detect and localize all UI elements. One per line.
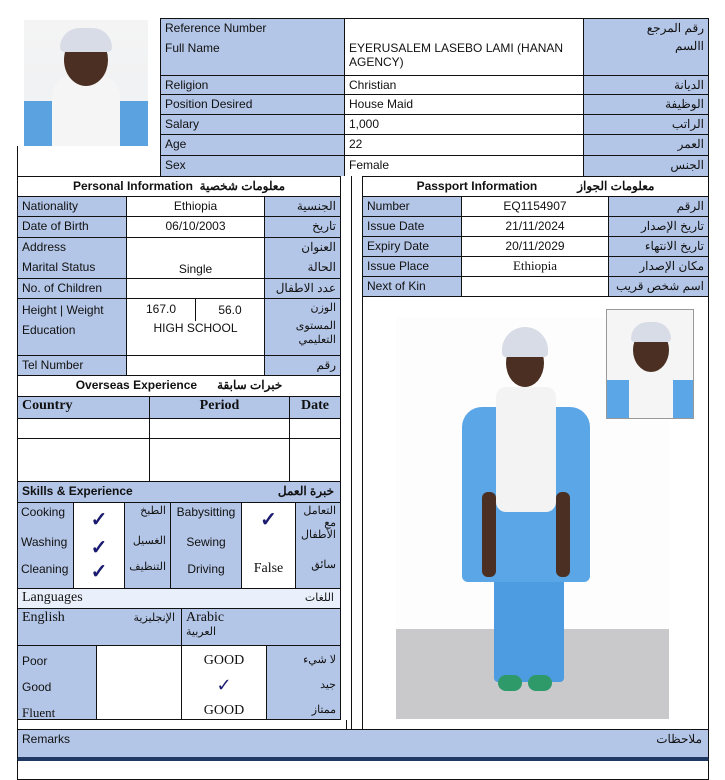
sex-label: Sex [160, 155, 345, 176]
marital-label: Marital Status [22, 260, 96, 274]
skill-cleaning-label: Cleaning [21, 562, 69, 576]
col-country: Country [17, 396, 150, 419]
level-fluent-label-ar: ممتاز [311, 704, 336, 716]
height-value: 167.0 [127, 299, 196, 321]
skill-washing-label-ar: الغسيل [132, 535, 166, 547]
children-label: No. of Children [17, 278, 127, 299]
reference-number-label-ar: رقم المرجع [646, 21, 704, 35]
marital-value: Single [178, 262, 213, 276]
english-label-ar: الإنجليزية [133, 611, 175, 624]
children-value [126, 278, 265, 299]
level-poor-label: Poor [22, 654, 48, 668]
skill-cleaning-label-ar: التنظيف [129, 561, 166, 573]
position-value: House Maid [344, 94, 584, 115]
remarks-label-ar: ملاحظات [656, 732, 702, 746]
full-name-label: Full Name [165, 41, 220, 55]
skill-driving-label: Driving [187, 562, 225, 576]
english-level-values [96, 645, 182, 720]
column-divider [351, 176, 352, 730]
overseas-row-2-date [289, 438, 341, 482]
dob-label: Date of Birth [17, 216, 127, 238]
languages-title-ar: اللغات [304, 591, 334, 604]
salary-label-ar: الراتب [583, 114, 709, 135]
religion-value: Christian [344, 75, 584, 95]
skills-title-ar: خبرة العمل [277, 484, 334, 498]
sex-label-ar: الجنس [583, 155, 709, 176]
expiry-date-label: Expiry Date [362, 236, 462, 257]
remarks-value [17, 760, 709, 780]
expiry-date-label-ar: تاريخ الانتهاء [608, 236, 709, 257]
issue-place-value: Ethiopia [461, 256, 609, 277]
salary-label: Salary [160, 114, 345, 135]
age-value: 22 [344, 134, 584, 156]
overseas-row-1-period [149, 418, 290, 439]
nationality-value: Ethiopia [126, 196, 265, 217]
photo-panel [362, 296, 709, 730]
height-weight-label-ar: الوزن [310, 302, 336, 314]
level-good-label: Good [22, 680, 52, 694]
skill-cooking-label: Cooking [21, 505, 66, 519]
tel-label: Tel Number [17, 355, 127, 376]
dob-value: 06/10/2003 [126, 216, 265, 238]
skill-driving-label-ar: سائق [311, 559, 336, 571]
sex-value: Female [344, 155, 584, 176]
nationality-label: Nationality [17, 196, 127, 217]
passport-number-label-ar: الرقم [608, 196, 709, 217]
next-of-kin-label-ar: اسم شخص قريب [608, 276, 709, 297]
skills-title: Skills & Experience [22, 484, 133, 498]
age-label-ar: العمر [583, 134, 709, 156]
passport-title-ar: معلومات الجواز [577, 179, 655, 193]
position-label-ar: الوظيفة [583, 94, 709, 115]
nationality-label-ar: الجنسية [264, 196, 341, 217]
arabic-level-fluent: GOOD [203, 703, 245, 718]
education-value: HIGH SCHOOL [153, 321, 238, 335]
overseas-title: Overseas Experience [75, 378, 198, 392]
expiry-date-value: 20/11/2029 [461, 236, 609, 257]
address-label-ar: العنوان [301, 240, 336, 254]
height-weight-label: Height | Weight [22, 303, 104, 317]
full-name-label-ar: االسم [674, 39, 704, 53]
overseas-row-2-country [17, 438, 150, 482]
col-period: Period [149, 396, 290, 419]
level-poor-label-ar: لا شيء [303, 654, 336, 666]
col-date: Date [289, 396, 341, 419]
religion-label-ar: الديانة [583, 75, 709, 95]
reference-number-label: Reference Number [165, 21, 267, 35]
issue-date-label: Issue Date [362, 216, 462, 237]
overseas-row-1-country [17, 418, 150, 439]
passport-number-value: EQ1154907 [461, 196, 609, 217]
issue-date-value: 21/11/2024 [461, 216, 609, 237]
weight-value: 56.0 [218, 303, 242, 317]
skill-babysitting-label: Babysitting [176, 505, 236, 519]
issue-date-label-ar: تاريخ الإصدار [608, 216, 709, 237]
level-fluent-label: Fluent [22, 705, 56, 720]
skill-sewing-value [242, 533, 295, 560]
personal-title-ar: معلومات شخصية [199, 179, 286, 193]
age-label: Age [160, 134, 345, 156]
tel-value [126, 355, 265, 376]
issue-place-label-ar: مكان الإصدار [608, 256, 709, 277]
level-good-label-ar: جيد [320, 679, 336, 691]
children-label-ar: عدد الاطفال [264, 278, 341, 299]
overseas-title-ar: خبرات سابقة [217, 378, 283, 392]
religion-label: Religion [160, 75, 345, 95]
address-label: Address [22, 240, 67, 254]
arabic-level-good-check-icon: ✓ [216, 675, 232, 696]
passport-title: Passport Information [416, 179, 538, 193]
skill-driving-value: False [253, 561, 284, 576]
position-label: Position Desired [160, 94, 345, 115]
education-label-ar: المستوى التعليمي [295, 320, 336, 346]
languages-title: Languages [22, 590, 83, 605]
salary-value: 1,000 [344, 114, 584, 135]
skill-cooking-check-icon: ✓ [90, 509, 108, 531]
overseas-row-2-period [149, 438, 290, 482]
skill-sewing-label: Sewing [186, 535, 226, 549]
personal-title: Personal Information [72, 179, 193, 193]
headshot-photo [24, 20, 148, 146]
skill-washing-label: Washing [21, 535, 68, 549]
next-of-kin-value [461, 276, 609, 297]
english-label: English [22, 610, 65, 625]
marital-label-ar: الحالة [307, 260, 336, 274]
skill-babysitting-check-icon: ✓ [260, 509, 277, 531]
skill-babysitting-label-ar: التعامل مع الأطفال [301, 505, 336, 541]
arabic-label: Arabic [186, 610, 225, 625]
remarks-label: Remarks [22, 732, 71, 746]
next-of-kin-label: Next of Kin [362, 276, 462, 297]
skill-cooking-label-ar: الطبخ [140, 505, 166, 517]
inset-headshot-photo [606, 309, 694, 419]
skill-cleaning-check-icon: ✓ [90, 561, 108, 583]
dob-label-ar: تاريخ [264, 216, 341, 238]
tel-label-ar: رقم [264, 355, 341, 376]
passport-number-label: Number [362, 196, 462, 217]
issue-place-label: Issue Place [362, 256, 462, 277]
overseas-row-1-date [289, 418, 341, 439]
skill-washing-check-icon: ✓ [90, 537, 108, 559]
arabic-level-poor: GOOD [203, 653, 245, 668]
full-name-value: EYERUSALEM LASEBO LAMI (HANAN AGENCY) [344, 18, 584, 75]
arabic-label-ar: العربية [186, 625, 217, 638]
address-value [131, 240, 260, 254]
education-label: Education [22, 323, 76, 337]
